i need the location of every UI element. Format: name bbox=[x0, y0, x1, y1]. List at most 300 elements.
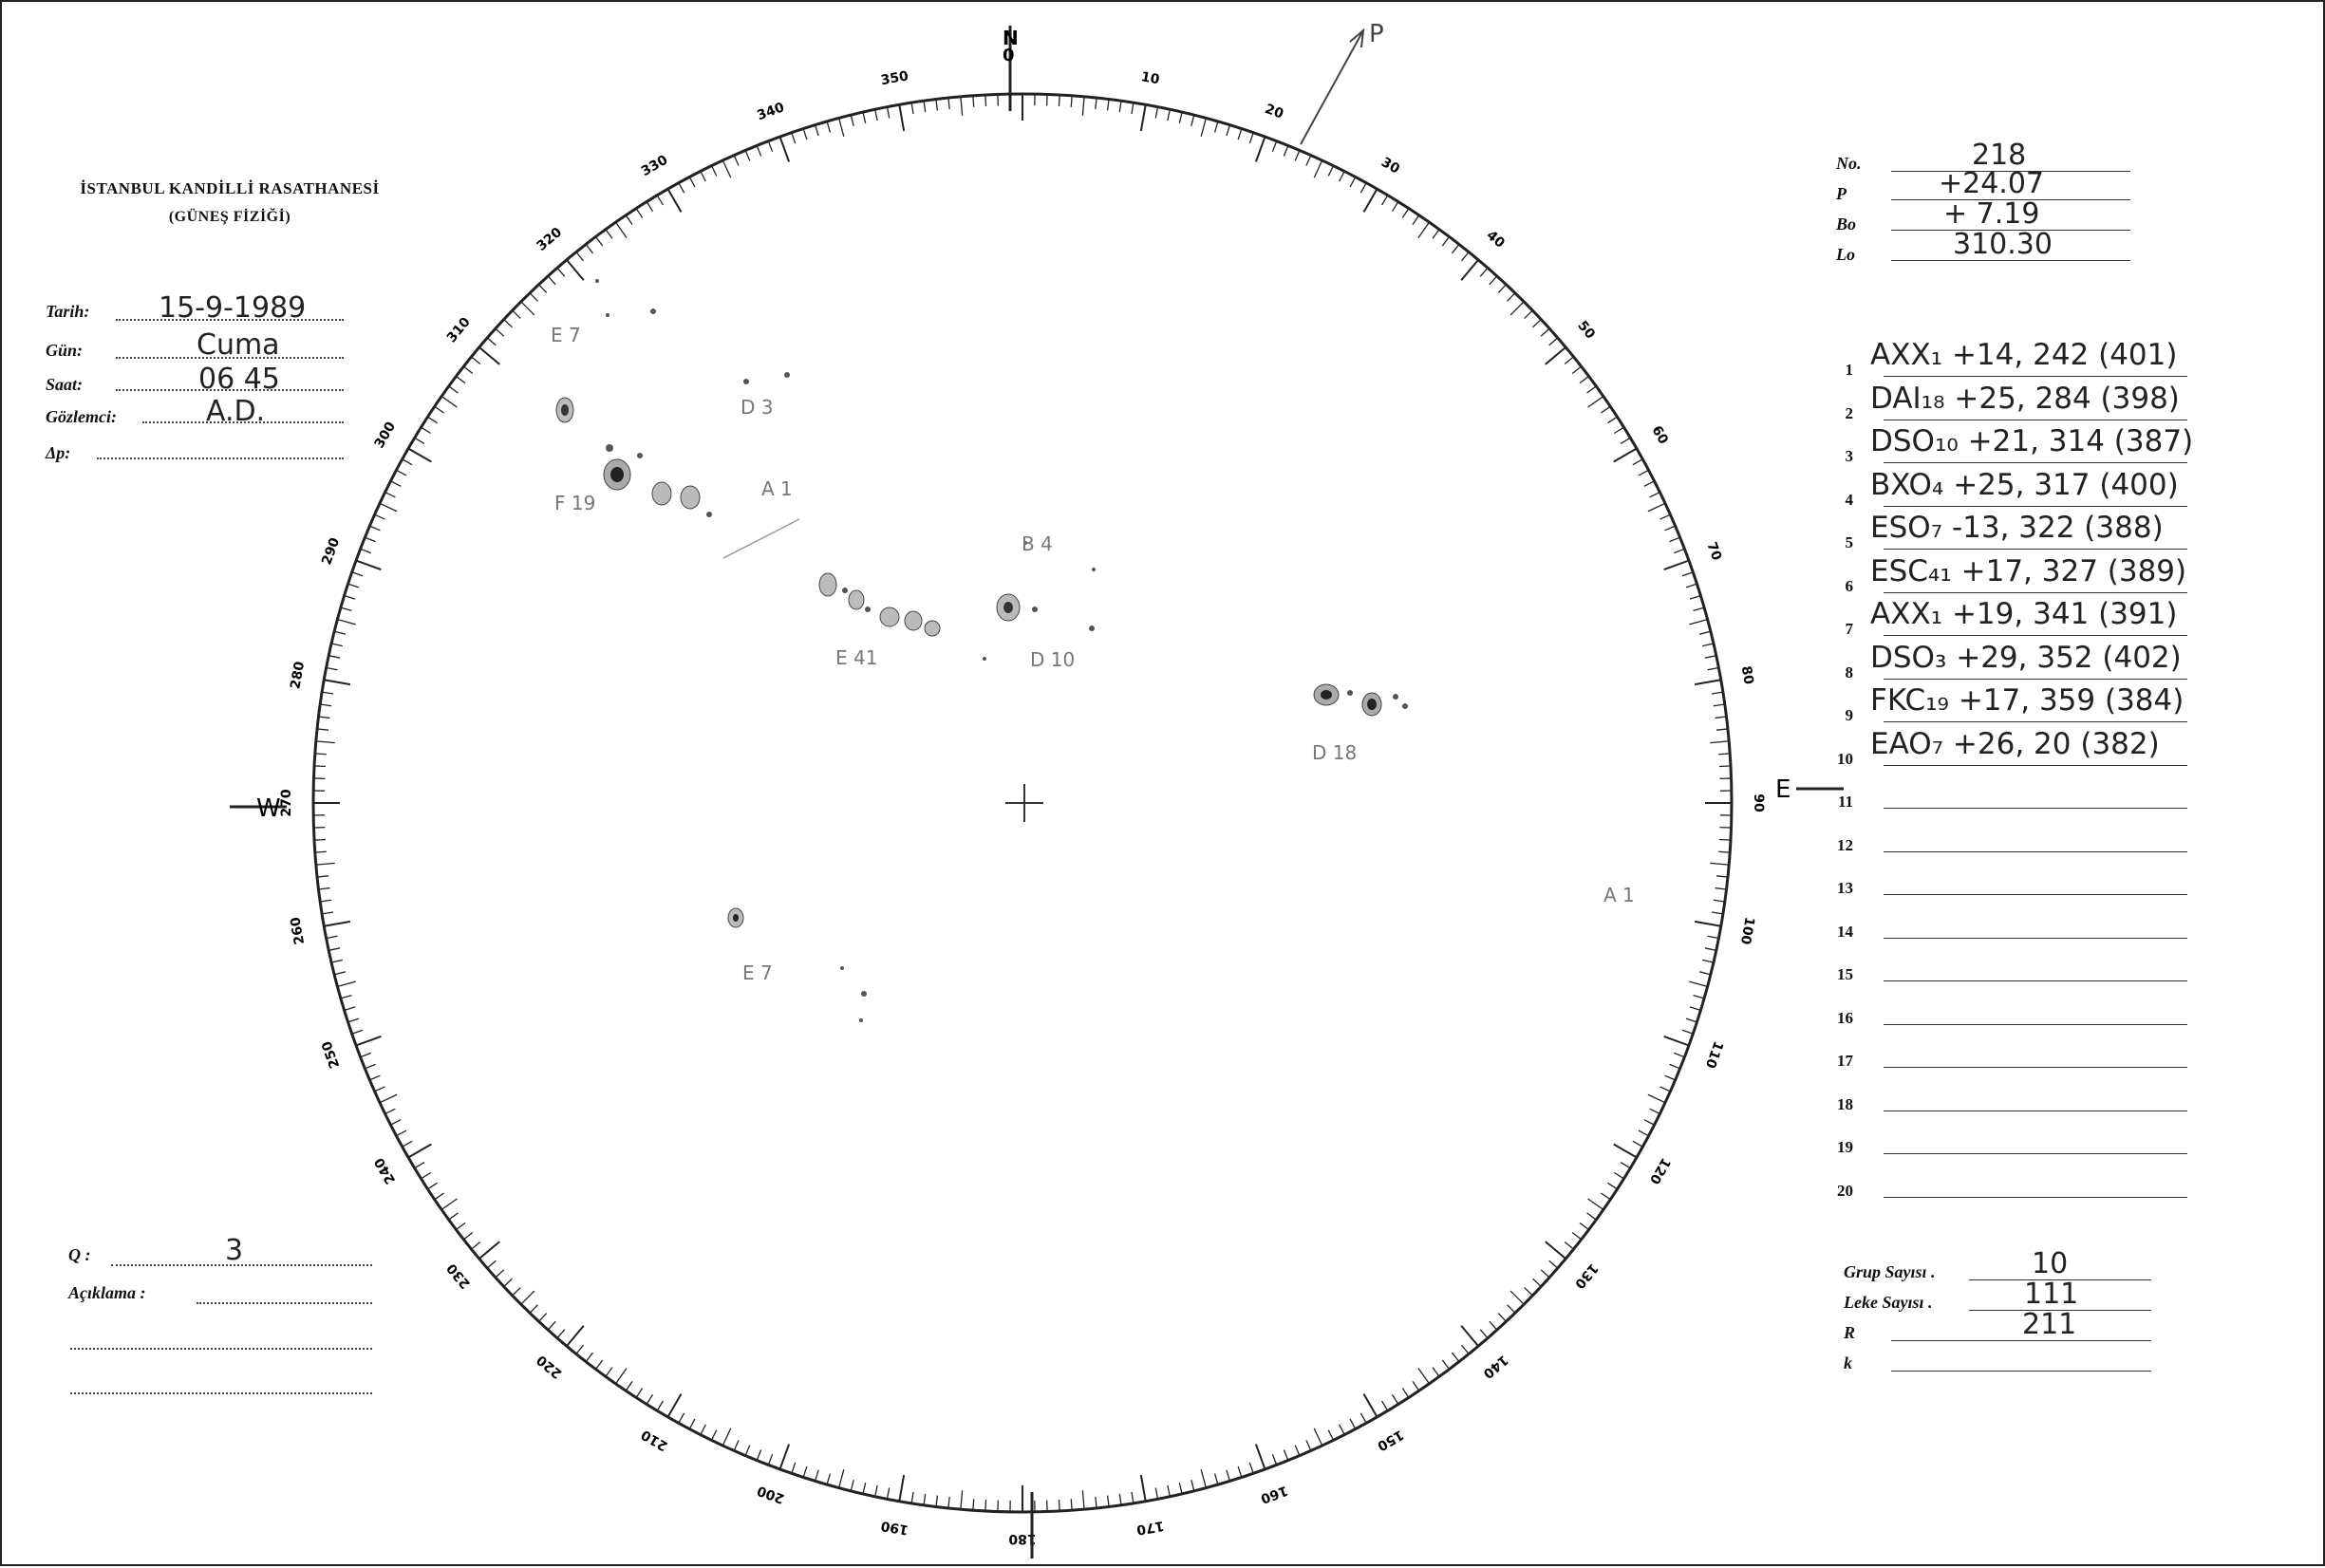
scale-tick bbox=[1533, 320, 1542, 327]
p-arrow bbox=[1301, 30, 1363, 144]
scale-tick bbox=[548, 276, 555, 285]
scale-tick bbox=[530, 293, 537, 302]
scale-tick bbox=[1639, 1130, 1649, 1136]
bo-value: + 7.19 bbox=[1943, 197, 2039, 231]
scale-tick bbox=[792, 133, 796, 143]
scale-tick bbox=[961, 1490, 963, 1509]
scale-tick bbox=[1108, 1496, 1109, 1507]
group-number: 16 bbox=[1825, 1009, 1853, 1028]
scale-label: 80 bbox=[1738, 664, 1756, 685]
scale-tick bbox=[521, 1291, 534, 1304]
scale-tick bbox=[1168, 109, 1170, 121]
scale-tick bbox=[1442, 1360, 1449, 1370]
sunspot-umbra bbox=[1321, 690, 1332, 700]
scale-tick bbox=[479, 347, 499, 364]
p-label: P bbox=[1836, 184, 1847, 204]
group-number: 4 bbox=[1825, 491, 1853, 510]
scale-tick bbox=[1695, 922, 1721, 926]
scale-tick bbox=[606, 1368, 612, 1377]
scale-tick bbox=[712, 1430, 717, 1441]
scale-tick bbox=[316, 863, 335, 865]
scale-tick bbox=[513, 1288, 521, 1296]
scale-tick bbox=[521, 302, 534, 315]
group-number: 9 bbox=[1825, 706, 1853, 725]
scale-tick bbox=[827, 121, 830, 133]
scale-tick bbox=[780, 137, 790, 161]
scale-tick bbox=[701, 1425, 705, 1435]
scale-label: 90 bbox=[1751, 793, 1766, 812]
scale-tick bbox=[1699, 631, 1711, 634]
scale-tick bbox=[1238, 1466, 1242, 1477]
scale-tick bbox=[1179, 1483, 1182, 1494]
gozlemci-value: A.D. bbox=[206, 395, 265, 428]
sunspot bbox=[861, 991, 867, 997]
scale-tick bbox=[385, 1109, 396, 1113]
scale-tick bbox=[745, 1446, 750, 1456]
scale-tick bbox=[396, 1130, 406, 1136]
scale-tick bbox=[1702, 960, 1714, 962]
sunspot bbox=[706, 512, 712, 517]
scale-tick bbox=[1694, 996, 1705, 999]
sunspot bbox=[784, 372, 790, 378]
scale-tick bbox=[1674, 549, 1684, 552]
institution-title: İSTANBUL KANDİLLİ RASATHANESİ bbox=[40, 179, 420, 198]
scale-tick bbox=[471, 357, 479, 364]
sunspot bbox=[983, 657, 986, 661]
scale-tick bbox=[647, 1394, 652, 1404]
scale-tick bbox=[1614, 1145, 1637, 1158]
scale-tick bbox=[441, 397, 457, 407]
scale-tick bbox=[1707, 936, 1718, 938]
group-number: 11 bbox=[1825, 793, 1853, 812]
lo-value: 310.30 bbox=[1953, 228, 2053, 261]
scale-label: 260 bbox=[288, 916, 308, 946]
scale-tick bbox=[1614, 427, 1623, 433]
scale-tick bbox=[1699, 972, 1711, 975]
group-mark: B 4 bbox=[1022, 532, 1053, 555]
scale-tick bbox=[1719, 766, 1731, 767]
sunspot bbox=[1347, 690, 1353, 696]
scale-tick bbox=[479, 1241, 499, 1259]
scale-tick bbox=[352, 1030, 363, 1034]
scale-tick bbox=[1256, 137, 1266, 161]
scale-tick bbox=[722, 1428, 730, 1446]
group-mark: D 18 bbox=[1312, 741, 1357, 764]
scale-tick bbox=[463, 1233, 472, 1240]
sunspot bbox=[595, 279, 599, 283]
scale-label: 310 bbox=[444, 314, 474, 345]
scale-tick bbox=[1461, 1326, 1478, 1346]
scale-tick bbox=[348, 584, 359, 588]
scale-tick bbox=[390, 1120, 401, 1125]
scale-tick bbox=[530, 1305, 537, 1314]
group-mark: D 3 bbox=[741, 396, 773, 419]
scale-tick bbox=[396, 470, 406, 476]
scale-tick bbox=[341, 607, 352, 610]
group-number: 18 bbox=[1825, 1095, 1853, 1114]
scale-tick bbox=[1572, 366, 1581, 373]
scale-tick bbox=[1392, 1394, 1397, 1404]
scale-tick bbox=[1644, 481, 1655, 486]
scale-label: 190 bbox=[879, 1518, 909, 1538]
scale-tick bbox=[1462, 1345, 1470, 1353]
scale-tick bbox=[863, 112, 866, 123]
solar-disk-drawing bbox=[2, 2, 2325, 1568]
scale-tick bbox=[887, 1487, 889, 1499]
scale-label: 160 bbox=[1258, 1483, 1289, 1506]
scale-tick bbox=[689, 177, 695, 187]
annotation-stroke bbox=[723, 519, 799, 558]
scale-tick bbox=[1249, 133, 1253, 143]
group-number: 1 bbox=[1825, 361, 1853, 380]
scale-tick bbox=[1541, 1270, 1549, 1278]
scale-tick bbox=[513, 310, 521, 318]
scale-tick bbox=[606, 230, 612, 239]
scale-tick bbox=[657, 1401, 663, 1410]
scale-tick bbox=[1689, 981, 1707, 986]
scale-tick bbox=[985, 95, 986, 106]
scale-tick bbox=[985, 1500, 986, 1511]
scale-tick bbox=[341, 996, 352, 999]
scale-tick bbox=[626, 215, 632, 225]
scale-label: 130 bbox=[1571, 1260, 1601, 1292]
scale-tick bbox=[1718, 754, 1730, 755]
scale-tick bbox=[1364, 189, 1378, 212]
scale-tick bbox=[1533, 1279, 1542, 1286]
r-label: R bbox=[1844, 1323, 1855, 1343]
scale-tick bbox=[1719, 839, 1731, 840]
scale-tick bbox=[322, 692, 333, 694]
scale-tick bbox=[911, 1492, 913, 1503]
scale-tick bbox=[887, 107, 889, 119]
bo-label: Bo bbox=[1836, 215, 1856, 234]
scale-tick bbox=[1340, 1425, 1344, 1435]
scale-tick bbox=[1633, 459, 1642, 465]
scale-label: 300 bbox=[372, 420, 400, 452]
scale-tick bbox=[463, 366, 472, 373]
scale-tick bbox=[1201, 118, 1206, 136]
scale-tick bbox=[1314, 160, 1322, 177]
scale-tick bbox=[1621, 1163, 1630, 1168]
scale-tick bbox=[899, 1475, 904, 1502]
scale-tick bbox=[734, 156, 739, 166]
scale-tick bbox=[1350, 1419, 1356, 1429]
scale-tick bbox=[668, 189, 682, 212]
scale-tick bbox=[1607, 1183, 1617, 1189]
scale-tick bbox=[1549, 1260, 1558, 1268]
scale-tick bbox=[428, 417, 438, 423]
scale-tick bbox=[1442, 236, 1449, 246]
scale-tick bbox=[1119, 1494, 1121, 1505]
scale-tick bbox=[1710, 863, 1729, 865]
scale-tick bbox=[1132, 103, 1134, 114]
scale-tick bbox=[636, 209, 643, 218]
scale-tick bbox=[1648, 1094, 1665, 1102]
scale-tick bbox=[315, 754, 327, 755]
scale-tick bbox=[1082, 1490, 1084, 1509]
scale-tick bbox=[1071, 96, 1072, 107]
scale-label: 170 bbox=[1135, 1518, 1166, 1538]
scale-tick bbox=[1071, 1499, 1072, 1510]
scale-tick bbox=[334, 631, 346, 634]
scale-tick bbox=[1191, 115, 1194, 126]
scale-tick bbox=[803, 1466, 807, 1477]
scale-label: 270 bbox=[279, 789, 294, 816]
scale-tick bbox=[1644, 1120, 1655, 1125]
scale-tick bbox=[576, 1345, 584, 1353]
group-number: 3 bbox=[1825, 447, 1853, 466]
scale-tick bbox=[356, 1036, 381, 1046]
scale-tick bbox=[1633, 1141, 1642, 1147]
tarih-value: 15-9-1989 bbox=[159, 291, 306, 325]
scale-tick bbox=[567, 1326, 584, 1346]
scale-tick bbox=[1549, 338, 1558, 345]
scale-tick bbox=[1295, 150, 1300, 160]
scale-tick bbox=[851, 1480, 853, 1491]
sunspot-umbra bbox=[561, 404, 569, 416]
scale-tick bbox=[345, 596, 355, 600]
scale-tick bbox=[1639, 470, 1649, 476]
scale-tick bbox=[1480, 1330, 1488, 1338]
scale-tick bbox=[636, 1388, 643, 1397]
scale-tick bbox=[1588, 1199, 1603, 1209]
sunspot bbox=[650, 308, 656, 314]
scale-tick bbox=[616, 1369, 627, 1384]
scale-tick bbox=[1453, 244, 1459, 252]
scale-tick bbox=[1413, 1381, 1419, 1391]
leke-sayisi-value: 111 bbox=[2024, 1278, 2078, 1311]
scale-tick bbox=[422, 427, 431, 433]
scale-tick bbox=[380, 503, 397, 511]
scale-tick bbox=[1382, 196, 1388, 205]
north-letter: N bbox=[1003, 27, 1019, 49]
scale-tick bbox=[586, 1353, 592, 1361]
scale-tick bbox=[1716, 717, 1727, 718]
scale-tick bbox=[961, 97, 963, 116]
scale-tick bbox=[348, 1018, 359, 1022]
scale-tick bbox=[1659, 1087, 1670, 1092]
scale-tick bbox=[1565, 357, 1573, 364]
scale-tick bbox=[936, 1496, 937, 1507]
scale-tick bbox=[504, 1279, 513, 1286]
scale-tick bbox=[1541, 328, 1549, 336]
scale-label: 320 bbox=[534, 225, 565, 254]
group-entry: AXX₁ +14, 242 (401) bbox=[1870, 338, 2177, 372]
group-number: 20 bbox=[1825, 1182, 1853, 1201]
sunspot bbox=[681, 486, 700, 509]
scale-tick bbox=[792, 1463, 796, 1473]
scale-tick bbox=[1096, 98, 1097, 109]
scale-tick bbox=[322, 912, 333, 914]
scale-tick bbox=[1587, 1213, 1597, 1220]
no-value: 218 bbox=[1972, 139, 2026, 172]
scale-tick bbox=[1284, 145, 1287, 156]
scale-tick bbox=[352, 572, 363, 576]
scale-tick bbox=[1413, 215, 1419, 225]
scale-tick bbox=[361, 1053, 371, 1056]
scale-tick bbox=[415, 438, 424, 443]
scale-tick bbox=[365, 1064, 375, 1068]
scale-tick bbox=[1665, 526, 1676, 531]
scale-tick bbox=[1096, 1497, 1097, 1508]
scale-tick bbox=[1716, 729, 1728, 730]
scale-tick bbox=[1082, 97, 1084, 116]
scale-tick bbox=[539, 1314, 547, 1322]
scale-tick bbox=[1510, 302, 1524, 315]
sunspot bbox=[925, 621, 940, 636]
tarih-label: Tarih: bbox=[46, 302, 89, 322]
scale-label: 210 bbox=[639, 1427, 671, 1454]
saat-value: 06 45 bbox=[198, 363, 280, 396]
q-value: 3 bbox=[225, 1234, 243, 1267]
scale-tick bbox=[428, 1183, 438, 1189]
scale-tick bbox=[356, 561, 381, 570]
scale-tick bbox=[315, 851, 327, 852]
scale-tick bbox=[1461, 260, 1478, 280]
scale-tick bbox=[1155, 107, 1157, 119]
scale-tick bbox=[320, 704, 331, 706]
scale-tick bbox=[1490, 276, 1497, 285]
scale-tick bbox=[1707, 667, 1718, 669]
scale-label: 20 bbox=[1263, 102, 1285, 122]
scale-tick bbox=[1587, 386, 1597, 393]
scale-tick bbox=[816, 1470, 819, 1481]
scale-tick bbox=[539, 285, 547, 293]
scale-tick bbox=[316, 741, 335, 743]
group-mark: A 1 bbox=[1603, 884, 1635, 906]
scale-tick bbox=[328, 656, 340, 658]
scale-tick bbox=[1256, 1445, 1266, 1469]
scale-tick bbox=[471, 1242, 479, 1250]
scale-tick bbox=[319, 888, 330, 889]
scale-tick bbox=[948, 1497, 949, 1508]
scale-tick bbox=[1328, 1430, 1333, 1441]
group-entry: EAO₇ +26, 20 (382) bbox=[1870, 727, 2160, 761]
scale-tick bbox=[1682, 572, 1693, 576]
scale-tick bbox=[422, 1172, 431, 1178]
sunspot bbox=[1089, 625, 1095, 631]
scale-tick bbox=[839, 118, 844, 136]
scale-tick bbox=[456, 376, 465, 383]
west-letter: W bbox=[256, 794, 281, 823]
grup-sayisi-value: 10 bbox=[2032, 1247, 2068, 1280]
scale-tick bbox=[1402, 1388, 1409, 1397]
dp-label: Δp: bbox=[46, 443, 70, 463]
scale-tick bbox=[337, 981, 355, 986]
scale-tick bbox=[496, 328, 504, 336]
group-entry: BXO₄ +25, 317 (400) bbox=[1870, 468, 2179, 502]
scale-tick bbox=[1601, 1193, 1610, 1200]
scale-tick bbox=[1705, 656, 1716, 658]
scale-tick bbox=[1665, 1075, 1676, 1080]
scale-tick bbox=[1588, 397, 1603, 407]
scale-tick bbox=[1686, 1018, 1697, 1022]
group-number: 17 bbox=[1825, 1052, 1853, 1071]
department-title: (GÜNEŞ FİZİĞİ) bbox=[40, 209, 420, 226]
scale-tick bbox=[1525, 1288, 1533, 1296]
group-number: 5 bbox=[1825, 533, 1853, 552]
group-number: 15 bbox=[1825, 965, 1853, 984]
sunspot bbox=[652, 482, 671, 505]
sunspot-umbra bbox=[1003, 602, 1013, 613]
scale-tick bbox=[701, 171, 705, 181]
scale-tick bbox=[1580, 1223, 1589, 1229]
group-number: 13 bbox=[1825, 879, 1853, 898]
scale-tick bbox=[875, 109, 877, 121]
scale-label: 180 bbox=[1008, 1531, 1036, 1546]
scale-tick bbox=[626, 1381, 632, 1391]
q-label: Q : bbox=[68, 1245, 91, 1265]
scale-tick bbox=[1508, 293, 1515, 302]
scale-tick bbox=[1702, 644, 1714, 646]
scale-tick bbox=[369, 526, 380, 531]
scale-tick bbox=[1601, 406, 1610, 413]
scale-tick bbox=[576, 252, 584, 260]
group-number: 12 bbox=[1825, 836, 1853, 855]
scale-tick bbox=[1433, 1368, 1439, 1377]
scale-tick bbox=[403, 1141, 412, 1147]
leke-sayisi-label: Leke Sayısı . bbox=[1844, 1293, 1932, 1313]
scale-tick bbox=[1510, 1291, 1524, 1304]
gozlemci-label: Gözlemci: bbox=[46, 407, 117, 427]
scale-tick bbox=[1141, 104, 1146, 131]
scale-tick bbox=[337, 620, 355, 625]
scale-tick bbox=[375, 1087, 385, 1092]
scale-tick bbox=[1191, 1480, 1194, 1491]
scale-tick bbox=[314, 839, 326, 840]
scale-label: 280 bbox=[288, 660, 308, 690]
no-label: No. bbox=[1836, 154, 1862, 174]
scale-tick bbox=[1621, 438, 1630, 443]
scale-tick bbox=[722, 160, 730, 177]
scale-tick bbox=[1284, 1449, 1287, 1460]
scale-tick bbox=[557, 268, 565, 276]
scale-tick bbox=[1690, 596, 1700, 600]
scale-tick bbox=[314, 766, 326, 767]
scale-tick bbox=[331, 644, 343, 646]
aciklama-label: Açıklama : bbox=[68, 1283, 146, 1303]
scale-tick bbox=[504, 320, 513, 327]
lo-label: Lo bbox=[1836, 245, 1855, 265]
p-arrow-label: P bbox=[1369, 20, 1384, 48]
scale-tick bbox=[816, 125, 819, 136]
scale-tick bbox=[1580, 376, 1589, 383]
p-arrow-head bbox=[1350, 30, 1363, 47]
k-label: k bbox=[1844, 1353, 1852, 1373]
scale-tick bbox=[1360, 183, 1366, 193]
scale-tick bbox=[1712, 692, 1723, 694]
p-value: +24.07 bbox=[1939, 167, 2044, 200]
group-entry: DSO₁₀ +21, 314 (387) bbox=[1870, 424, 2193, 458]
scale-tick bbox=[1614, 1172, 1623, 1178]
sunspots bbox=[556, 279, 1408, 1022]
scale-tick bbox=[390, 481, 401, 486]
scale-tick bbox=[1498, 285, 1506, 293]
group-entry: FKC₁₉ +17, 359 (384) bbox=[1870, 683, 2184, 718]
scale-label: 150 bbox=[1375, 1427, 1407, 1454]
scale-tick bbox=[1714, 900, 1725, 902]
scale-tick bbox=[385, 493, 396, 497]
group-number: 6 bbox=[1825, 577, 1853, 596]
scale-tick bbox=[851, 115, 853, 126]
sunspot bbox=[743, 379, 749, 384]
group-entry: ESC₄₁ +17, 327 (389) bbox=[1870, 554, 2186, 588]
scale-tick bbox=[973, 96, 974, 107]
scale-tick bbox=[327, 936, 338, 938]
scale-tick bbox=[689, 1419, 695, 1429]
scale-label: 60 bbox=[1648, 423, 1671, 447]
scale-tick bbox=[1382, 1401, 1388, 1410]
